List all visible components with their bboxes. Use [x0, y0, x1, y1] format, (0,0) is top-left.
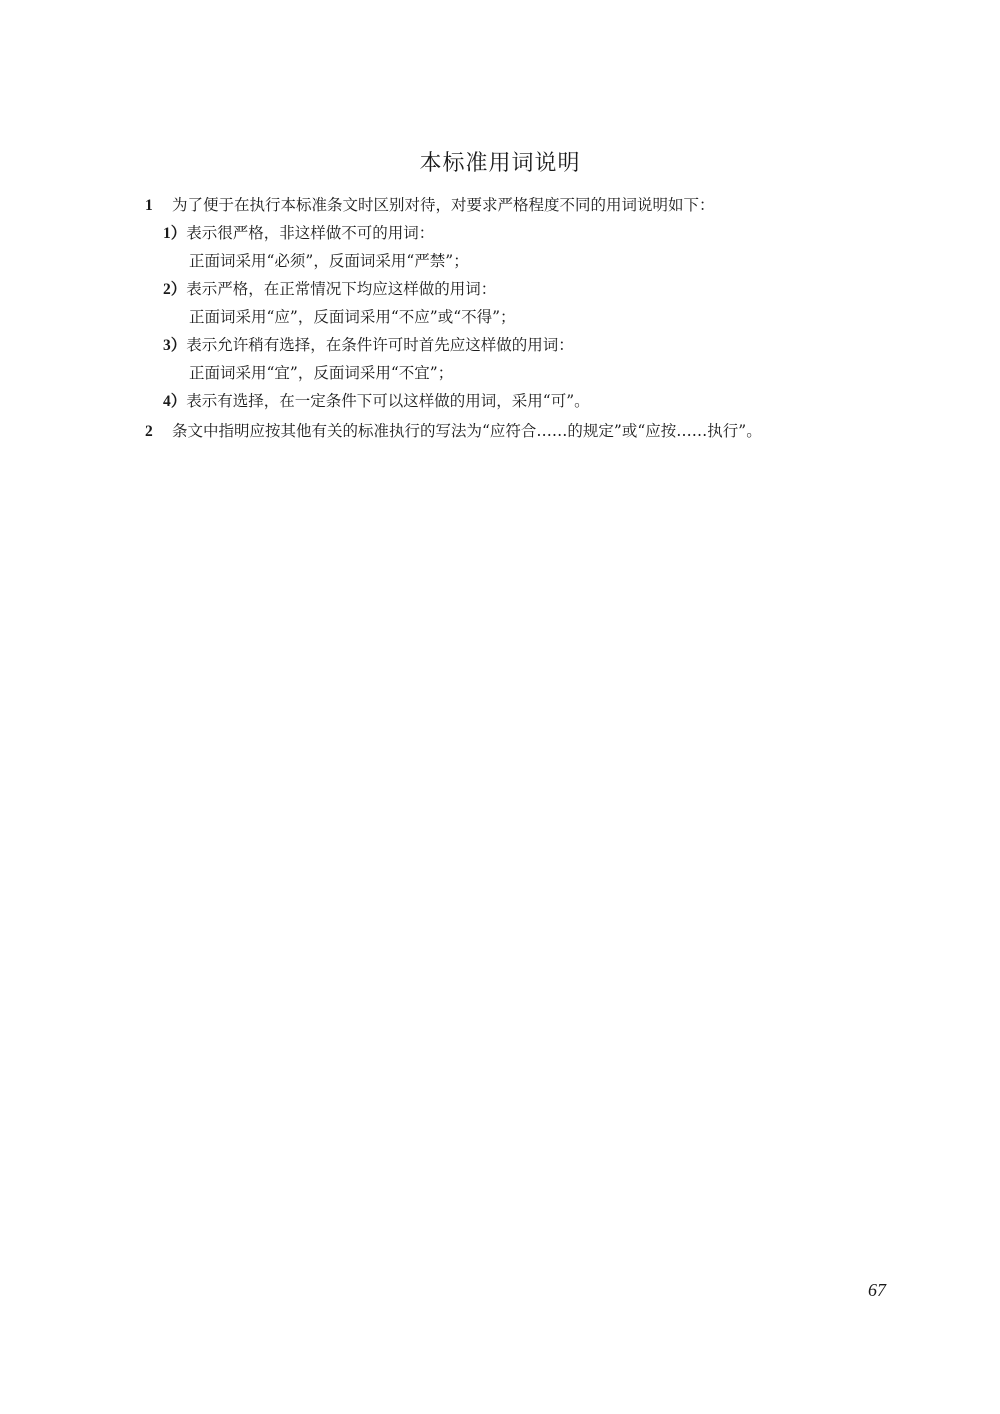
clause-number: 1	[145, 197, 153, 214]
item-number: 1）	[163, 225, 187, 242]
page-title: 本标准用词说明	[419, 151, 581, 176]
clause-1	[145, 195, 715, 216]
list-item	[163, 279, 496, 300]
list-item	[163, 391, 590, 412]
item-text: 表示严格，在正常情况下均应这样做的用词：	[186, 280, 497, 298]
item-number: 2）	[163, 281, 187, 298]
item-text: 表示很严格，非这样做不可的用词：	[186, 224, 435, 242]
item-number: 4）	[163, 393, 187, 410]
clause-number: 2	[145, 423, 153, 440]
item-text: 表示允许稍有选择，在条件许可时首先应这样做的用词：	[186, 336, 574, 354]
clause-text: 条文中指明应按其他有关的标准执行的写法为“应符合……的规定”或“应按……执行”。	[172, 422, 762, 440]
item-text: 表示有选择，在一定条件下可以这样做的用词，采用“可”。	[186, 392, 590, 410]
page-number: 67	[868, 1280, 886, 1300]
item-detail: 正面词采用“宜”，反面词采用“不宜”；	[189, 364, 454, 382]
item-detail: 正面词采用“应”，反面词采用“不应”或“不得”；	[189, 308, 516, 326]
item-number: 3）	[163, 337, 187, 354]
list-item	[163, 335, 574, 356]
clause-2	[145, 421, 762, 442]
list-item	[163, 223, 434, 244]
item-detail: 正面词采用“必须”，反面词采用“严禁”；	[189, 252, 469, 270]
clause-text: 为了便于在执行本标准条文时区别对待，对要求严格程度不同的用词说明如下：	[172, 196, 715, 214]
